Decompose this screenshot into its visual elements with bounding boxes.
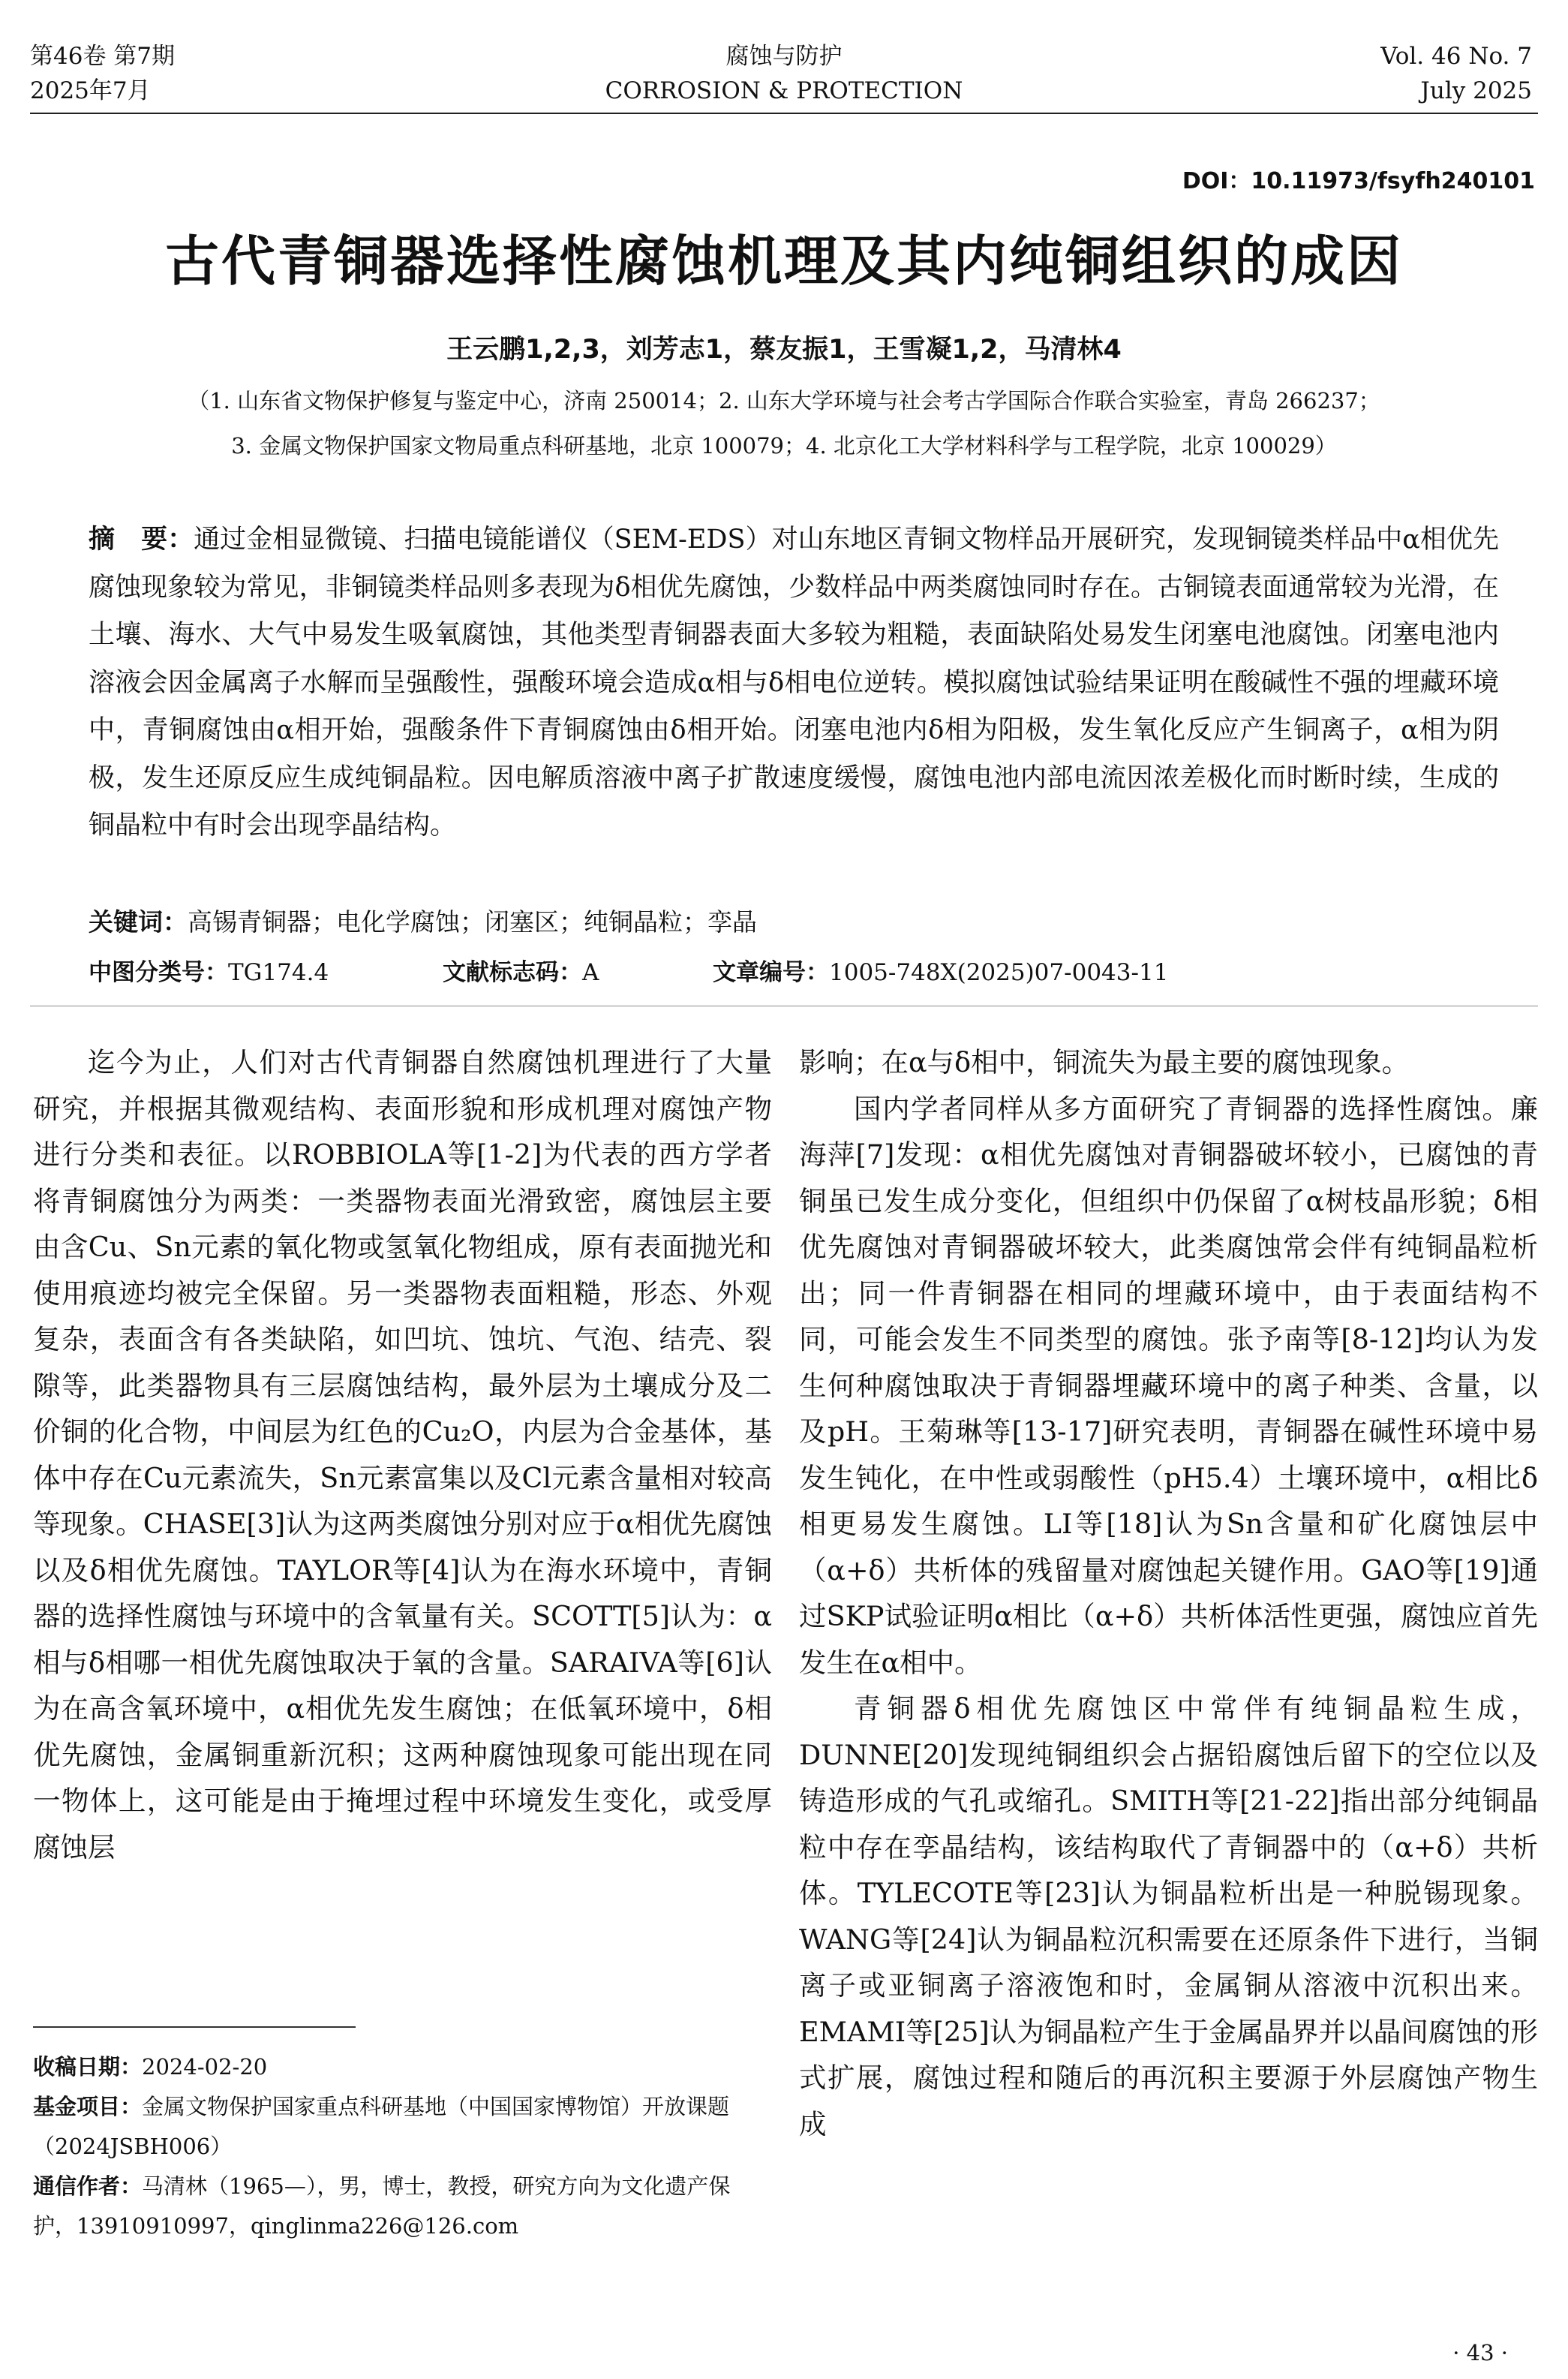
corr-value: 马清林（1965—），男，博士，教授，研究方向为文化遗产保护，13910910997，qinglinma226@126.com xyxy=(33,2173,731,2239)
body-paragraph-1: 迄今为止，人们对古代青铜器自然腐蚀机理进行了大量研究，并根据其微观结构、表面形貌和形成机理对腐蚀产物进行分类和表征。以ROBBIOLA等[1-2]为代表的西方学者将青铜腐蚀分为两类：一类器物表面光滑致密，腐蚀层主要由含Cu、Sn元素的氧化物或氢氧化物组成，原有表面抛光和使用痕迹均被完全保留。另一类器物表面粗糙，形态、外观复杂，表面含有各类缺陷，如凹坑、蚀坑、气泡、结壳、裂隙等，此类器物具有三层腐蚀结构，最外层为土壤成分及二价铜的化合物，中间层为红色的Cu₂O，内层为合金基体，基体中存在Cu元素流失，Sn元素富集以及Cl元素含量相对较高等现象。CHASE[3]认为这两类腐蚀分别对应于α相优先腐蚀以及δ相优先腐蚀。TAYLOR等[4]认为在海水环境中，青铜器的选择性腐蚀与环境中的含氧量有关。SCOTT[5]认为：α相与δ相哪一相优先腐蚀取决于氧的含量。SARAIVA等[6]认为在高含氧环境中，α相优先发生腐蚀；在低氧环境中，δ相优先腐蚀，金属铜重新沉积；这两种腐蚀现象可能出现在同一物体上，这可能是由于掩埋过程中环境发生变化，或受厚腐蚀层 xyxy=(33,1046,772,1863)
header-rule xyxy=(30,113,1538,114)
corr-label: 通信作者： xyxy=(33,2173,143,2199)
body-paragraph-4: 青铜器δ相优先腐蚀区中常伴有纯铜晶粒生成，DUNNE[20]发现纯铜组织会占据铅腐蚀后留下的空位以及铸造形成的气孔或缩孔。SMITH等[21-22]指出部分纯铜晶粒中存在孪晶结构，该结构取代了青铜器中的（α+δ）共析体。TYLECOTE等[23]认为铜晶粒析出是一种脱锡现象。WANG等[24]认为铜晶粒沉积需要在还原条件下进行，当铜离子或亚铜离子溶液饱和时，金属铜从溶液中沉积出来。EMAMI等[25]认为铜晶粒产生于金属晶界并以晶间腐蚀的形式扩展，腐蚀过程和随后的再沉积主要源于外层腐蚀产物生成 xyxy=(799,1692,1538,2140)
clc-label: 中图分类号： xyxy=(89,959,228,986)
volume-issue: 第46卷 第7期 xyxy=(30,43,176,70)
keywords-label: 关键词： xyxy=(89,907,188,937)
received-value: 2024-02-20 xyxy=(142,2054,268,2080)
clc-value: TG174.4 xyxy=(228,959,329,986)
issue-date-cn: 2025年7月 xyxy=(30,77,151,104)
corresponding-author xyxy=(33,2167,772,2246)
document-code xyxy=(443,953,599,987)
footnotes xyxy=(33,2047,772,2246)
article-number-label: 文章编号： xyxy=(713,959,829,986)
received-date xyxy=(33,2047,772,2087)
fund-label: 基金项目： xyxy=(33,2094,143,2119)
running-header-right xyxy=(1380,39,1532,108)
abstract-label: 摘 要： xyxy=(89,525,194,555)
clc-number xyxy=(89,953,329,987)
running-header-center xyxy=(0,39,1568,108)
document-code-label: 文献标志码： xyxy=(443,959,582,986)
received-label: 收稿日期： xyxy=(33,2054,143,2080)
body-left-column xyxy=(33,1039,772,1870)
volume-issue-en: Vol. 46 No. 7 xyxy=(1380,43,1532,70)
issue-date-en: July 2025 xyxy=(1420,77,1532,104)
journal-name-cn: 腐蚀与防护 xyxy=(725,43,843,70)
footnote-rule xyxy=(33,2026,356,2028)
abstract xyxy=(89,516,1499,850)
abstract-text: 通过金相显微镜、扫描电镜能谱仪（SEM-EDS）对山东地区青铜文物样品开展研究，发现铜镜类样品中α相优先腐蚀现象较为常见，非铜镜类样品则多表现为δ相优先腐蚀，少数样品中两类腐蚀同时存在。古铜镜表面通常较为光滑，在土壤、海水、大气中易发生吸氧腐蚀，其他类型青铜器表面大多较为粗糙，表面缺陷处易发生闭塞电池腐蚀。闭塞电池内溶液会因金属离子水解而呈强酸性，强酸环境会造成α相与δ相电位逆转。模拟腐蚀试验结果证明在酸碱性不强的埋藏环境中，青铜腐蚀由α相开始，强酸条件下青铜腐蚀由δ相开始。闭塞电池内δ相为阳极，发生氧化反应产生铜离子，α相为阴极，发生还原反应生成纯铜晶粒。因电解质溶液中离子扩散速度缓慢，腐蚀电池内部电流因浓差极化而时断时续，生成的铜晶粒中有时会出现孪晶结构。 xyxy=(89,525,1499,841)
author-list: 王云鹏1,2,3，刘芳志1，蔡友振1，王雪凝1,2，马清林4 xyxy=(446,335,1122,365)
article-number-value: 1005-748X(2025)07-0043-11 xyxy=(829,959,1169,986)
keywords-text: 高锡青铜器；电化学腐蚀；闭塞区；纯铜晶粒；孪晶 xyxy=(188,907,757,937)
page-number: · 43 · xyxy=(1452,2340,1508,2365)
article-title: 古代青铜器选择性腐蚀机理及其内纯铜组织的成因 xyxy=(164,230,1403,293)
affiliation-line-1: （1. 山东省文物保护修复与鉴定中心，济南 250014；2. 山东大学环境与社会考古学国际合作联合实验室，青岛 266237； xyxy=(188,388,1380,414)
affiliation-line-2: 3. 金属文物保护国家文物局重点科研基地，北京 100079；4. 北京化工大学材料科学与工程学院，北京 100029） xyxy=(231,433,1337,459)
fund-value: 金属文物保护国家重点科研基地（中国国家博物馆）开放课题（2024JSBH006） xyxy=(33,2094,730,2159)
article-number xyxy=(713,953,1168,987)
body-right-column xyxy=(799,1039,1538,2147)
keywords xyxy=(89,903,757,938)
doi: DOI：10.11973/fsyfh240101 xyxy=(1182,168,1535,194)
body-paragraph-2: 影响；在α与δ相中，铜流失为最主要的腐蚀现象。 xyxy=(799,1046,1410,1078)
fund-project xyxy=(33,2087,772,2167)
body-paragraph-3: 国内学者同样从多方面研究了青铜器的选择性腐蚀。廉海萍[7]发现：α相优先腐蚀对青铜器破坏较小，已腐蚀的青铜虽已发生成分变化，但组织中仍保留了α树枝晶形貌；δ相优先腐蚀对青铜器破坏较大，此类腐蚀常会伴有纯铜晶粒析出；同一件青铜器在相同的埋藏环境中，由于表面结构不同，可能会发生不同类型的腐蚀。张予南等[8-12]均认为发生何种腐蚀取决于青铜器埋藏环境中的离子种类、含量，以及pH。王菊琳等[13-17]研究表明，青铜器在碱性环境中易发生钝化，在中性或弱酸性（pH5.4）土壤环境中，α相比δ相更易发生腐蚀。LI等[18]认为Sn含量和矿化腐蚀层中（α+δ）共析体的残留量对腐蚀起关键作用。GAO等[19]通过SKP试验证明α相比（α+δ）共析体活性更强，腐蚀应首先发生在α相中。 xyxy=(799,1092,1538,1679)
journal-name-en: CORROSION & PROTECTION xyxy=(605,77,963,104)
document-code-value: A xyxy=(582,959,599,986)
